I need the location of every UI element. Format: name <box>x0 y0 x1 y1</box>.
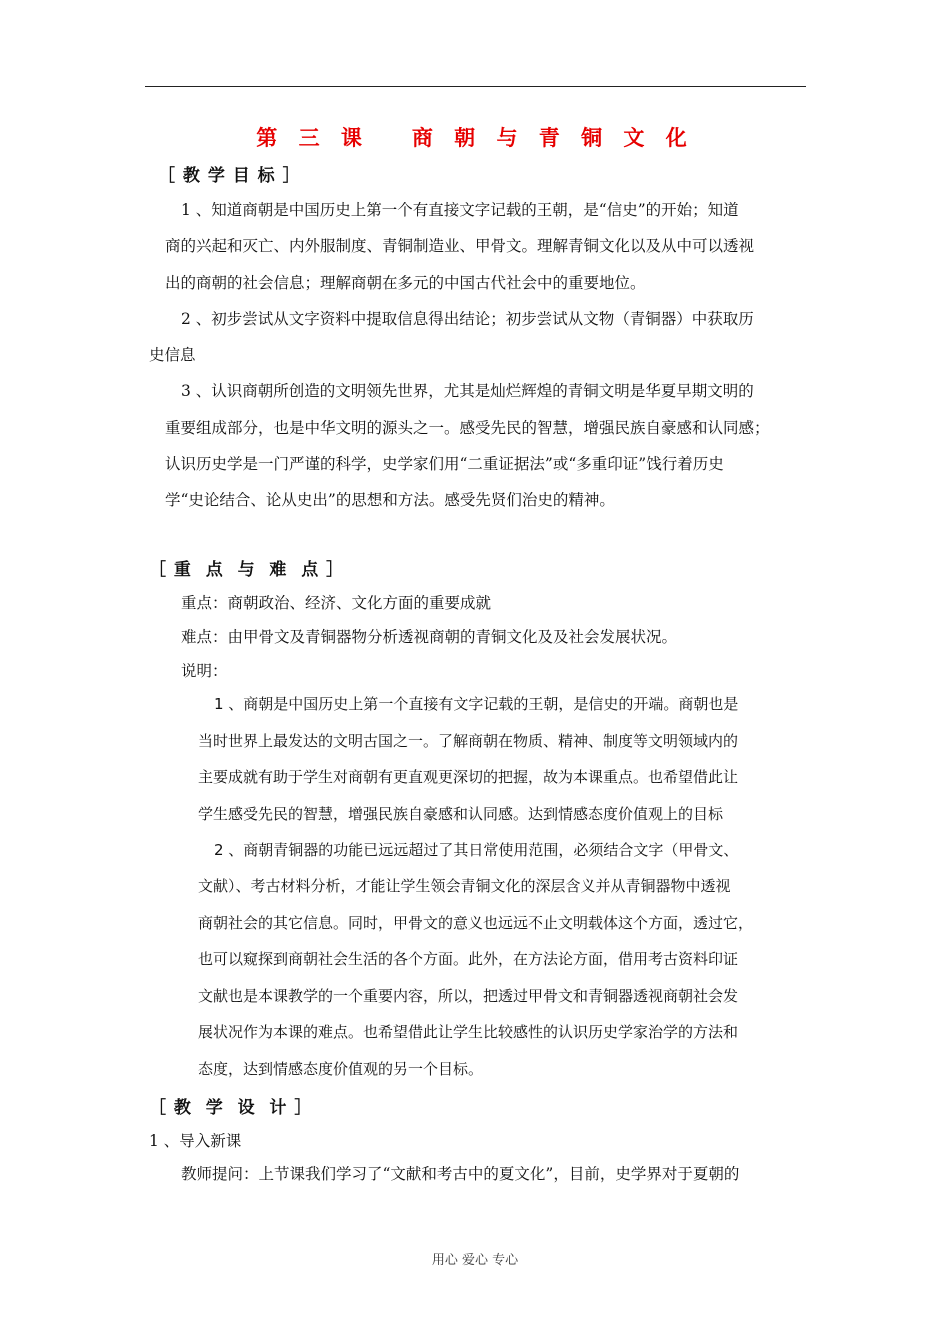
note-line: 文献也是本课教学的一个重要内容，所以，把透过甲骨文和青铜器透视商朝社会发 <box>198 987 739 1005</box>
objective-line: 出的商朝的社会信息；理解商朝在多元的中国古代社会中的重要地位。 <box>165 274 646 292</box>
note-label: 说明： <box>181 662 228 680</box>
objective-line: 商的兴起和灭亡、内外服制度、青铜制造业、甲骨文。理解青铜文化以及从中可以透视 <box>165 237 755 255</box>
note-line: 展状况作为本课的难点。也希望借此让学生比较感性的认识历史学家治学的方法和 <box>198 1023 739 1041</box>
objective-line: 重要组成部分，也是中华文明的源头之一。感受先民的智慧，增强民族自豪感和认同感； <box>165 419 770 437</box>
note-line: 当时世界上最发达的文明古国之一。了解商朝在物质、精神、制度等文明领域内的 <box>198 732 739 750</box>
teacher-question: 教师提问：上节课我们学习了“文献和考古中的夏文化”，目前，史学界对于夏朝的 <box>181 1165 740 1183</box>
note-line: 1 、商朝是中国历史上第一个直接有文字记载的王朝，是信史的开端。商朝也是 <box>214 695 739 713</box>
objective-line: 1 、知道商朝是中国历史上第一个有直接文字记载的王朝，是“信史”的开始；知道 <box>181 201 739 219</box>
design-item: 1 、导入新课 <box>149 1132 242 1150</box>
key-points-heading: ［ 重 点 与 难 点 ］ <box>149 560 345 580</box>
header-rule <box>145 86 806 87</box>
design-heading: ［ 教 学 设 计 ］ <box>149 1098 313 1118</box>
note-line: 也可以窥探到商朝社会生活的各个方面。此外，在方法论方面，借用考古资料印证 <box>198 950 739 968</box>
note-line: 2 、商朝青铜器的功能已远远超过了其日常使用范围，必须结合文字（甲骨文、 <box>214 841 739 859</box>
difficult-point-line: 难点：由甲骨文及青铜器物分析透视商朝的青铜文化及及社会发展状况。 <box>181 628 678 646</box>
note-line: 态度，达到情感态度价值观的另一个目标。 <box>198 1060 484 1078</box>
objective-line: 3 、认识商朝所创造的文明领先世界，尤其是灿烂辉煌的青铜文明是华夏早期文明的 <box>181 382 754 400</box>
note-line: 商朝社会的其它信息。同时，甲骨文的意义也远远不止文明载体这个方面，透过它， <box>198 914 754 932</box>
note-line: 文献）、考古材料分析，才能让学生领会青铜文化的深层含义并从青铜器物中透视 <box>198 877 731 895</box>
objective-line: 学“史论结合、论从史出”的思想和方法。感受先贤们治史的精神。 <box>165 491 615 509</box>
lesson-title: 第 三 课 商 朝 与 青 铜 文 化 <box>256 125 694 150</box>
objective-line: 史信息 <box>149 346 196 364</box>
objective-line: 认识历史学是一门严谨的科学，史学家们用“二重证据法”或“多重印证”饯行着历史 <box>165 455 724 473</box>
objectives-heading: ［ 教 学 目 标 ］ <box>158 166 301 186</box>
objective-line: 2 、初步尝试从文字资料中提取信息得出结论；初步尝试从文物（青铜器）中获取历 <box>181 310 754 328</box>
key-point-line: 重点：商朝政治、经济、文化方面的重要成就 <box>181 594 492 612</box>
note-line: 主要成就有助于学生对商朝有更直观更深切的把握，故为本课重点。也希望借此让 <box>198 768 739 786</box>
page-footer: 用心 爱心 专心 <box>431 1253 519 1268</box>
note-line: 学生感受先民的智慧，增强民族自豪感和认同感。达到情感态度价值观上的目标 <box>198 805 724 823</box>
